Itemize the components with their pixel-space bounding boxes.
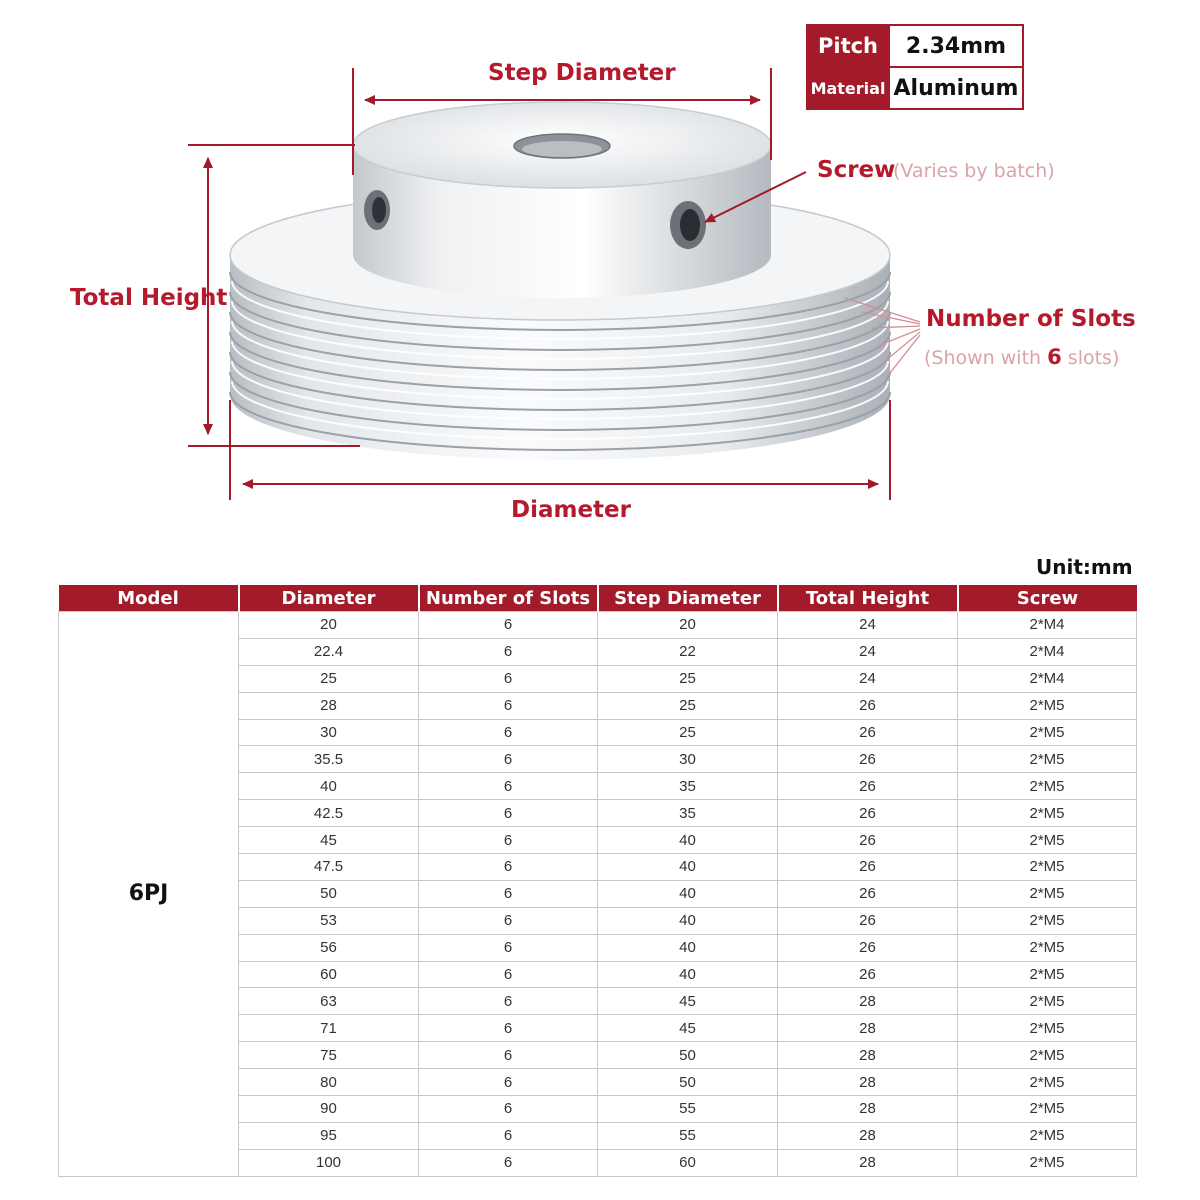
- total-height-cell: 26: [778, 692, 958, 719]
- diameter-cell: 45: [239, 827, 419, 854]
- diameter-cell: 47.5: [239, 854, 419, 881]
- step-diameter-cell: 25: [598, 692, 778, 719]
- slots-cell: 6: [419, 1042, 598, 1069]
- step-diameter-cell: 20: [598, 612, 778, 639]
- slots-cell: 6: [419, 880, 598, 907]
- slots-note: [924, 345, 1119, 369]
- slots-label: Number of Slots: [926, 306, 1136, 332]
- diameter-cell: 71: [239, 1015, 419, 1042]
- slots-cell: 6: [419, 1122, 598, 1149]
- total-height-cell: 26: [778, 827, 958, 854]
- material-value: Aluminum: [889, 67, 1023, 109]
- step-diameter-cell: 55: [598, 1096, 778, 1123]
- step-diameter-cell: 40: [598, 961, 778, 988]
- total-height-cell: 26: [778, 880, 958, 907]
- diameter-cell: 75: [239, 1042, 419, 1069]
- total-height-cell: 28: [778, 1015, 958, 1042]
- screw-cell: 2*M5: [958, 1122, 1137, 1149]
- slots-note-suffix: slots): [1061, 347, 1120, 369]
- slots-note-count: 6: [1047, 345, 1062, 369]
- header-diameter: Diameter: [239, 585, 419, 612]
- screw-cell: 2*M5: [958, 988, 1137, 1015]
- slots-cell: 6: [419, 934, 598, 961]
- total-height-label: Total Height: [70, 285, 228, 311]
- diameter-cell: 30: [239, 719, 419, 746]
- slots-cell: 6: [419, 746, 598, 773]
- screw-cell: 2*M4: [958, 612, 1137, 639]
- size-table: [58, 585, 1137, 1177]
- total-height-cell: 24: [778, 638, 958, 665]
- screw-cell: 2*M4: [958, 665, 1137, 692]
- spec-box: [806, 24, 1024, 110]
- header-screw: Screw: [958, 585, 1137, 612]
- total-height-cell: 28: [778, 1149, 958, 1176]
- total-height-cell: 28: [778, 1096, 958, 1123]
- slots-cell: 6: [419, 1149, 598, 1176]
- slots-cell: 6: [419, 988, 598, 1015]
- diameter-cell: 42.5: [239, 800, 419, 827]
- step-diameter-label: Step Diameter: [488, 60, 676, 86]
- pitch-value: 2.34mm: [889, 25, 1023, 67]
- header-model: Model: [59, 585, 239, 612]
- step-diameter-cell: 40: [598, 827, 778, 854]
- total-height-cell: 26: [778, 746, 958, 773]
- material-label: Material: [807, 67, 889, 109]
- slots-cell: 6: [419, 773, 598, 800]
- diameter-cell: 100: [239, 1149, 419, 1176]
- screw-cell: 2*M5: [958, 800, 1137, 827]
- set-screw-left: [364, 190, 390, 230]
- screw-cell: 2*M4: [958, 638, 1137, 665]
- model-cell: 6PJ: [59, 612, 239, 1177]
- step-diameter-cell: 22: [598, 638, 778, 665]
- screw-cell: 2*M5: [958, 773, 1137, 800]
- slots-cell: 6: [419, 854, 598, 881]
- total-height-cell: 28: [778, 1042, 958, 1069]
- slots-cell: 6: [419, 1015, 598, 1042]
- table-header-row: [59, 585, 1137, 612]
- total-height-cell: 26: [778, 907, 958, 934]
- total-height-cell: 26: [778, 719, 958, 746]
- screw-cell: 2*M5: [958, 746, 1137, 773]
- total-height-cell: 28: [778, 988, 958, 1015]
- diameter-cell: 50: [239, 880, 419, 907]
- step-diameter-cell: 40: [598, 907, 778, 934]
- diameter-cell: 80: [239, 1069, 419, 1096]
- screw-note: (Varies by batch): [893, 160, 1055, 182]
- diameter-cell: 20: [239, 612, 419, 639]
- screw-cell: 2*M5: [958, 692, 1137, 719]
- diameter-cell: 25: [239, 665, 419, 692]
- step-diameter-cell: 25: [598, 665, 778, 692]
- slots-cell: 6: [419, 827, 598, 854]
- total-height-cell: 28: [778, 1069, 958, 1096]
- step-diameter-cell: 60: [598, 1149, 778, 1176]
- diameter-cell: 35.5: [239, 746, 419, 773]
- screw-cell: 2*M5: [958, 961, 1137, 988]
- screw-cell: 2*M5: [958, 1096, 1137, 1123]
- diameter-cell: 60: [239, 961, 419, 988]
- header-number-of-slots: Number of Slots: [419, 585, 598, 612]
- diameter-cell: 90: [239, 1096, 419, 1123]
- total-height-cell: 26: [778, 934, 958, 961]
- screw-cell: 2*M5: [958, 880, 1137, 907]
- diameter-cell: 28: [239, 692, 419, 719]
- screw-cell: 2*M5: [958, 719, 1137, 746]
- diameter-label: Diameter: [511, 497, 631, 523]
- step-diameter-cell: 40: [598, 854, 778, 881]
- diameter-cell: 56: [239, 934, 419, 961]
- slots-cell: 6: [419, 692, 598, 719]
- total-height-cell: 26: [778, 961, 958, 988]
- screw-cell: 2*M5: [958, 907, 1137, 934]
- diameter-cell: 22.4: [239, 638, 419, 665]
- screw-cell: 2*M5: [958, 854, 1137, 881]
- step-diameter-cell: 35: [598, 800, 778, 827]
- slots-cell: 6: [419, 800, 598, 827]
- slots-cell: 6: [419, 907, 598, 934]
- step-diameter-cell: 55: [598, 1122, 778, 1149]
- slots-cell: 6: [419, 1096, 598, 1123]
- pitch-label: Pitch: [807, 25, 889, 67]
- total-height-cell: 28: [778, 1122, 958, 1149]
- step-diameter-cell: 30: [598, 746, 778, 773]
- header-step-diameter: Step Diameter: [598, 585, 778, 612]
- step-diameter-cell: 50: [598, 1069, 778, 1096]
- total-height-cell: 24: [778, 612, 958, 639]
- header-total-height: Total Height: [778, 585, 958, 612]
- diameter-cell: 53: [239, 907, 419, 934]
- slots-cell: 6: [419, 1069, 598, 1096]
- step-diameter-cell: 40: [598, 880, 778, 907]
- slots-cell: 6: [419, 638, 598, 665]
- slots-cell: 6: [419, 961, 598, 988]
- screw-cell: 2*M5: [958, 1042, 1137, 1069]
- diameter-cell: 40: [239, 773, 419, 800]
- table-body: [59, 612, 1137, 1177]
- pulley-diagram: [0, 0, 1200, 545]
- screw-cell: 2*M5: [958, 934, 1137, 961]
- screw-label: Screw: [817, 157, 896, 183]
- total-height-cell: 26: [778, 773, 958, 800]
- step-diameter-cell: 50: [598, 1042, 778, 1069]
- slots-cell: 6: [419, 612, 598, 639]
- total-height-cell: 26: [778, 800, 958, 827]
- screw-cell: 2*M5: [958, 1069, 1137, 1096]
- slots-cell: 6: [419, 719, 598, 746]
- table-row: [59, 612, 1137, 639]
- screw-cell: 2*M5: [958, 1015, 1137, 1042]
- step-diameter-cell: 25: [598, 719, 778, 746]
- step-diameter-cell: 35: [598, 773, 778, 800]
- set-screw-right: [670, 201, 706, 249]
- step-diameter-cell: 40: [598, 934, 778, 961]
- total-height-cell: 24: [778, 665, 958, 692]
- diameter-cell: 95: [239, 1122, 419, 1149]
- screw-cell: 2*M5: [958, 1149, 1137, 1176]
- slots-cell: 6: [419, 665, 598, 692]
- step-diameter-cell: 45: [598, 1015, 778, 1042]
- unit-label: Unit:mm: [1036, 555, 1133, 579]
- slots-note-prefix: (Shown with: [924, 347, 1048, 369]
- step-diameter-cell: 45: [598, 988, 778, 1015]
- total-height-cell: 26: [778, 854, 958, 881]
- screw-cell: 2*M5: [958, 827, 1137, 854]
- diameter-cell: 63: [239, 988, 419, 1015]
